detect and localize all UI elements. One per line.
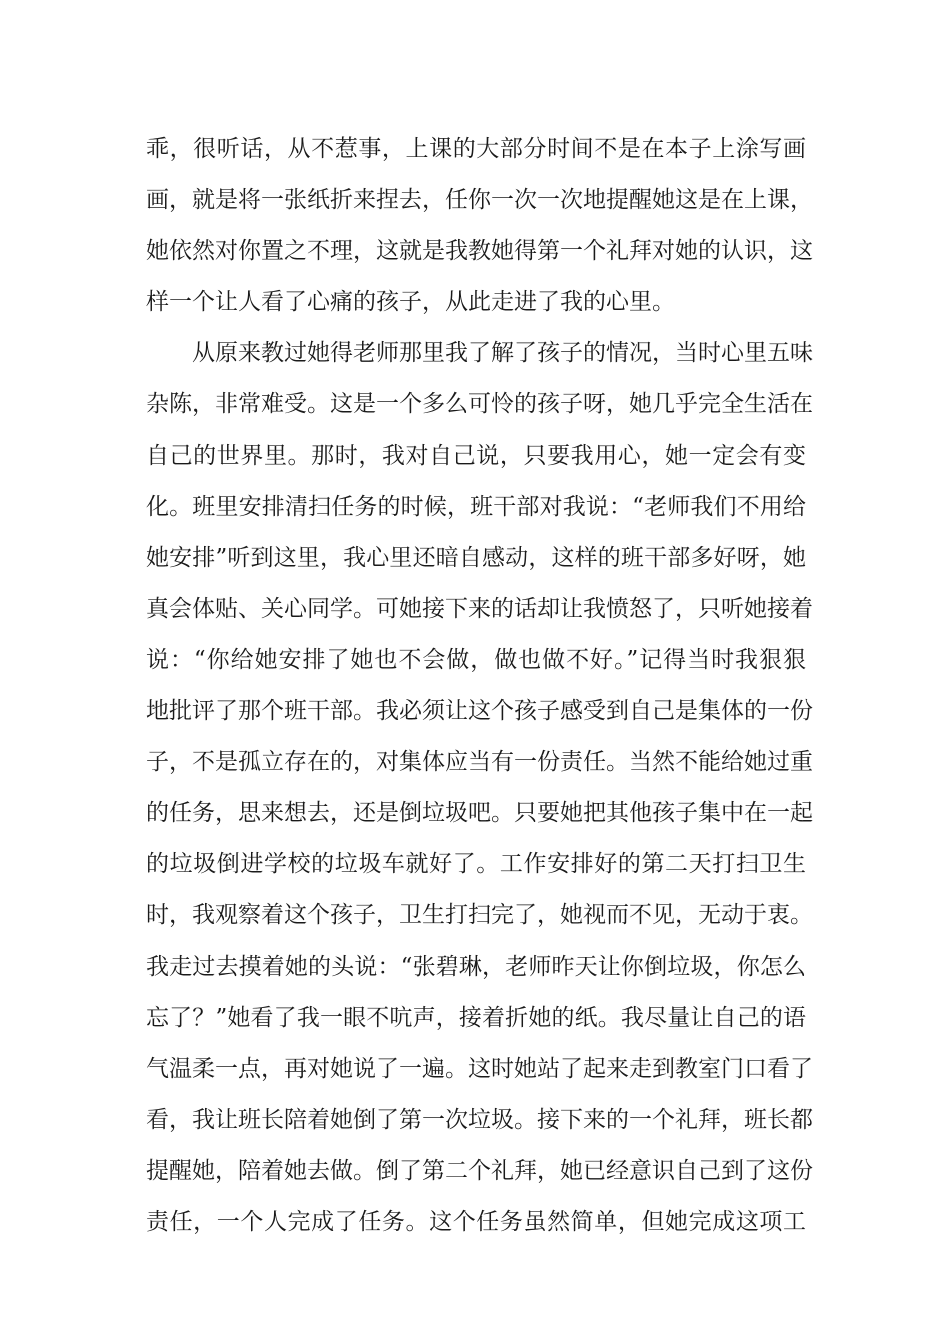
text-line: 忘了？”她看了我一眼不吭声，接着折她的纸。我尽量让自己的语 [146,1004,806,1031]
text-line: 地批评了那个班干部。我必须让这个孩子感受到自己是集体的一份 [146,698,813,725]
text-line: 责任，一个人完成了任务。这个任务虽然简单，但她完成这项工 [146,1208,806,1235]
text-line: 化。班里安排清扫任务的时候，班干部对我说：“老师我们不用给 [146,493,806,520]
text-line: 气温柔一点，再对她说了一遍。这时她站了起来走到教室门口看了 [146,1055,813,1082]
text-line: 乖，很听话，从不惹事，上课的大部分时间不是在本子上涂写画 [146,136,806,162]
text-line: 时，我观察着这个孩子，卫生打扫完了，她视而不见，无动于衷。 [146,902,813,929]
text-line: 的任务，思来想去，还是倒垃圾吧。只要她把其他孩子集中在一起 [146,800,813,827]
text-line: 画，就是将一张纸折来捏去，任你一次一次地提醒她这是在上课， [146,187,813,214]
text-line: 真会体贴、关心同学。可她接下来的话却让我愤怒了，只听她接着 [146,595,813,622]
text-line: 自己的世界里。那时，我对自己说，只要我用心，她一定会有变 [146,442,806,469]
text-line: 子，不是孤立存在的，对集体应当有一份责任。当然不能给她过重 [146,749,813,776]
text-line: 看，我让班长陪着她倒了第一次垃圾。接下来的一个礼拜，班长都 [146,1106,813,1133]
text-line: 说：“你给她安排了她也不会做，做也做不好。”记得当时我狠狠 [146,646,806,673]
text-line: 杂陈，非常难受。这是一个多么可怜的孩子呀，她几乎完全生活在 [146,391,813,418]
body-text [146,124,813,1248]
text-line: 我走过去摸着她的头说：“张碧琳，老师昨天让你倒垃圾，你怎么 [146,953,806,980]
text-line: 她依然对你置之不理，这就是我教她得第一个礼拜对她的认识，这 [146,238,813,265]
paragraph-first-line: 从原来教过她得老师那里我了解了孩子的情况，当时心里五味 [192,340,813,367]
text-line: 她安排”听到这里，我心里还暗自感动，这样的班干部多好呀，她 [146,544,806,571]
text-line: 的垃圾倒进学校的垃圾车就好了。工作安排好的第二天打扫卫生 [146,851,806,878]
text-line: 样一个让人看了心痛的孩子，从此走进了我的心里。 [146,289,675,316]
text-line: 提醒她，陪着她去做。倒了第二个礼拜，她已经意识自己到了这份 [146,1157,813,1184]
